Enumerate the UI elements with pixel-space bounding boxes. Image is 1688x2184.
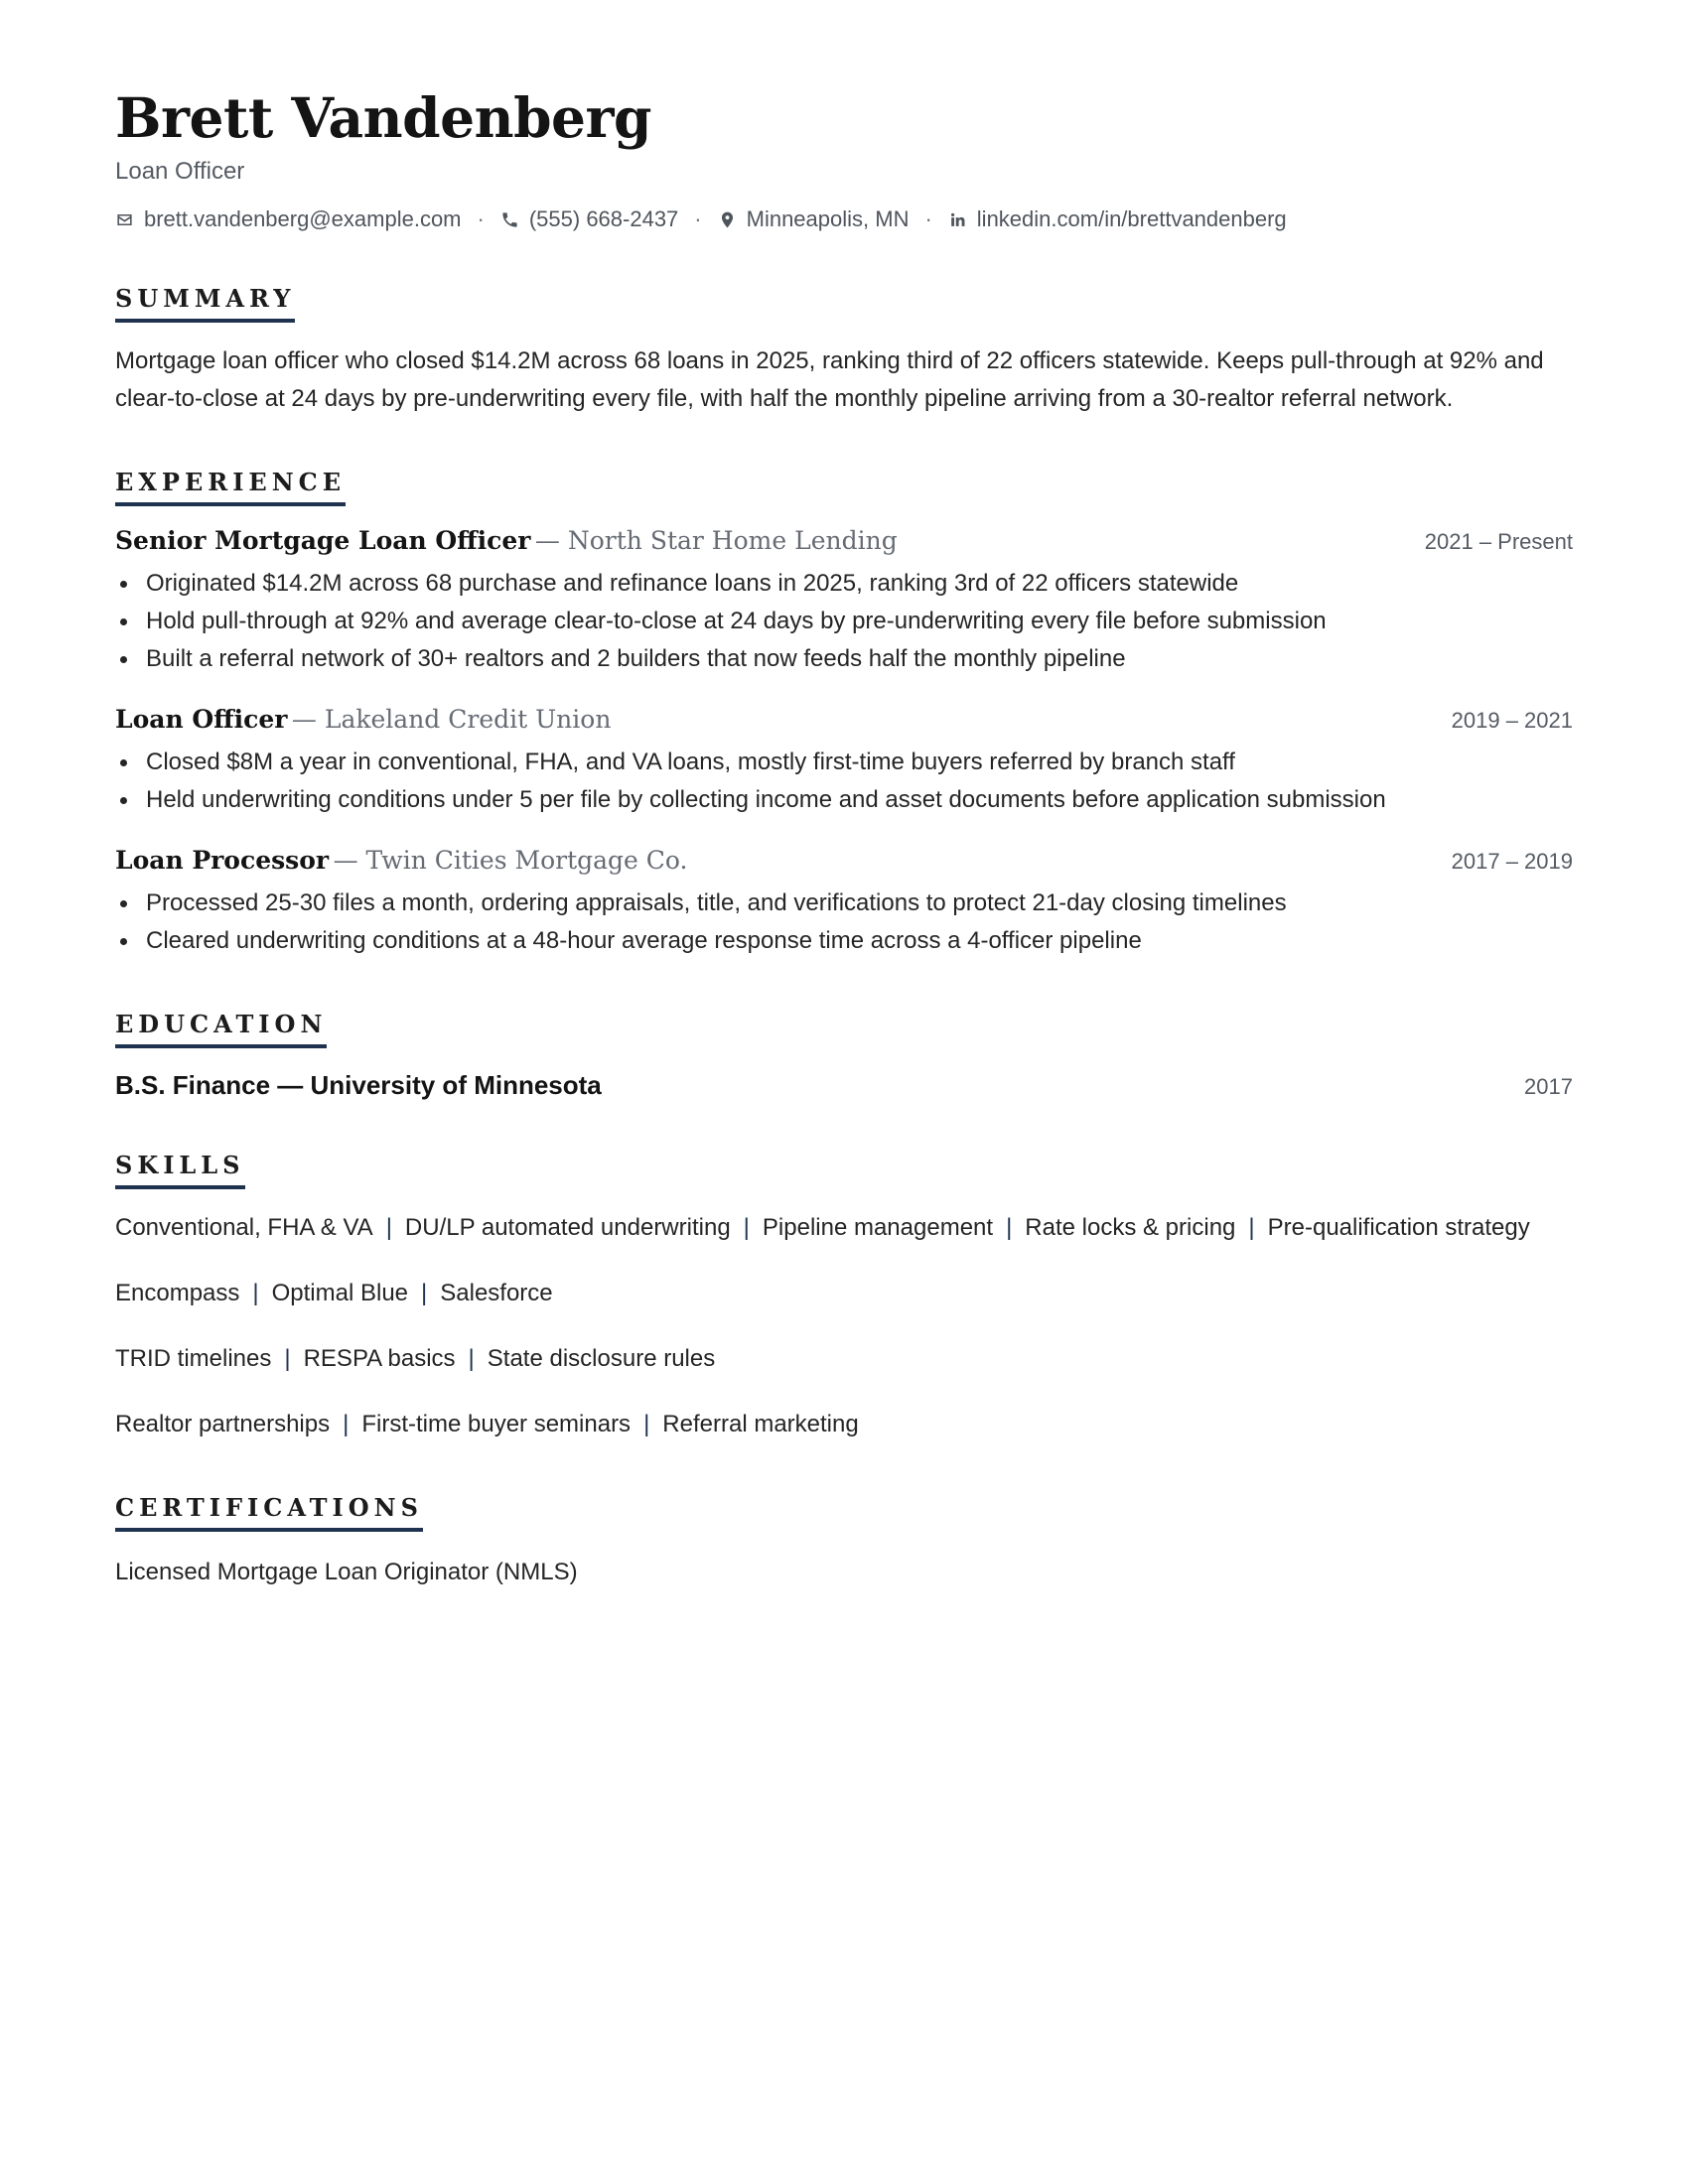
contact-email[interactable] [115,205,462,234]
job-header [115,846,1573,875]
job-entry [115,705,1573,819]
education-degree: B.S. Finance — University of Minnesota [115,1070,602,1100]
skill-group [115,1406,1573,1443]
skill-separator: | [1248,1214,1255,1241]
skill-item: Rate locks & pricing [1025,1214,1236,1241]
skill-item: Realtor partnerships [115,1411,331,1437]
contact-phone-text: (555) 668-2437 [528,206,679,231]
contact-bar [115,205,1573,234]
candidate-role: Loan Officer [115,158,245,185]
skill-group [115,1340,1573,1378]
section-title-skills: SKILLS [115,1151,245,1189]
experience-section [115,468,1573,960]
certification-item: Licensed Mortgage Loan Originator (NMLS) [115,1559,578,1585]
job-dates: 2017 – 2019 [1451,849,1573,874]
certifications-section [115,1493,1573,1591]
job-header [115,705,1573,734]
job-heading [115,705,611,734]
skills-section [115,1151,1573,1443]
job-bullets [115,885,1573,960]
job-company: — Twin Cities Mortgage Co. [333,846,688,875]
skill-separator: | [385,1214,392,1241]
skill-group [115,1275,1573,1312]
contact-linkedin[interactable] [948,205,1287,234]
skill-item: Salesforce [440,1280,553,1306]
job-entry [115,846,1573,960]
skills-list [115,1209,1573,1443]
education-year: 2017 [1524,1074,1573,1099]
skill-group [115,1209,1573,1247]
contact-separator: · [477,206,485,231]
skill-item: Optimal Blue [271,1280,409,1306]
job-entry [115,526,1573,678]
skill-separator: | [468,1345,475,1372]
job-bullets [115,565,1573,678]
skill-item: DU/LP automated underwriting [404,1214,731,1241]
job-company: — Lakeland Credit Union [291,705,612,734]
contact-email-text: brett.vandenberg@example.com [144,206,462,231]
job-heading [115,526,898,555]
job-bullet: Held underwriting conditions under 5 per file by collecting income and asset documents before application submission [115,781,1573,819]
job-bullet: Processed 25-30 files a month, ordering appraisals, title, and verifications to protect 21-day closing timelines [115,885,1573,922]
job-company: — North Star Home Lending [534,526,898,555]
section-title-summary: SUMMARY [115,284,295,323]
skill-item: Conventional, FHA & VA [115,1214,373,1241]
job-title: Loan Officer [115,705,288,734]
skill-item: First-time buyer seminars [361,1411,632,1437]
skill-separator: | [343,1411,350,1437]
education-entry [115,1070,1573,1101]
skill-item: Encompass [115,1280,240,1306]
job-bullet: Originated $14.2M across 68 purchase and refinance loans in 2025, ranking 3rd of 22 officers statewide [115,565,1573,603]
job-header [115,526,1573,555]
phone-icon [500,210,519,229]
contact-separator: · [924,206,932,231]
job-title: Loan Processor [115,846,330,875]
job-dates: 2021 – Present [1424,529,1573,554]
linkedin-icon [948,210,967,229]
job-bullet: Cleared underwriting conditions at a 48-hour average response time across a 4-officer pipeline [115,922,1573,960]
resume-header [115,85,1573,234]
skill-item: State disclosure rules [487,1345,716,1372]
skill-item: Pre-qualification strategy [1267,1214,1530,1241]
skill-separator: | [743,1214,750,1241]
mail-icon [115,210,134,229]
skill-separator: | [1006,1214,1013,1241]
job-bullet: Hold pull-through at 92% and average clear-to-close at 24 days by pre-underwriting every file before submission [115,603,1573,640]
job-bullet: Closed $8M a year in conventional, FHA, and VA loans, mostly first-time buyers referred by branch staff [115,744,1573,781]
job-bullets [115,744,1573,819]
job-dates: 2019 – 2021 [1451,708,1573,733]
skill-separator: | [284,1345,291,1372]
skill-item: Referral marketing [662,1411,859,1437]
candidate-name: Brett Vandenberg [115,85,651,150]
location-pin-icon [718,210,737,229]
contact-separator: · [694,206,702,231]
education-section [115,1010,1573,1101]
section-title-education: EDUCATION [115,1010,327,1048]
contact-location [718,205,910,234]
section-title-certifications: CERTIFICATIONS [115,1493,423,1532]
job-title: Senior Mortgage Loan Officer [115,526,531,555]
contact-location-text: Minneapolis, MN [746,206,910,231]
job-heading [115,846,687,875]
skill-item: TRID timelines [115,1345,272,1372]
summary-text: Mortgage loan officer who closed $14.2M across 68 loans in 2025, ranking third of 22 officers statewide. Keeps pull-through at 92% and clear-to-close at 24 days by pre-underwriting every file, with half the monthly pipeline arriving from a 30-realtor referral network. [115,347,1544,412]
skill-separator: | [421,1280,428,1306]
skill-separator: | [643,1411,650,1437]
section-title-experience: EXPERIENCE [115,468,346,506]
skill-item: RESPA basics [303,1345,456,1372]
skill-separator: | [252,1280,259,1306]
skill-item: Pipeline management [762,1214,994,1241]
summary-section [115,284,1573,418]
contact-linkedin-text: linkedin.com/in/brettvandenberg [976,206,1287,231]
contact-phone[interactable] [500,205,678,234]
job-bullet: Built a referral network of 30+ realtors and 2 builders that now feeds half the monthly pipeline [115,640,1573,678]
